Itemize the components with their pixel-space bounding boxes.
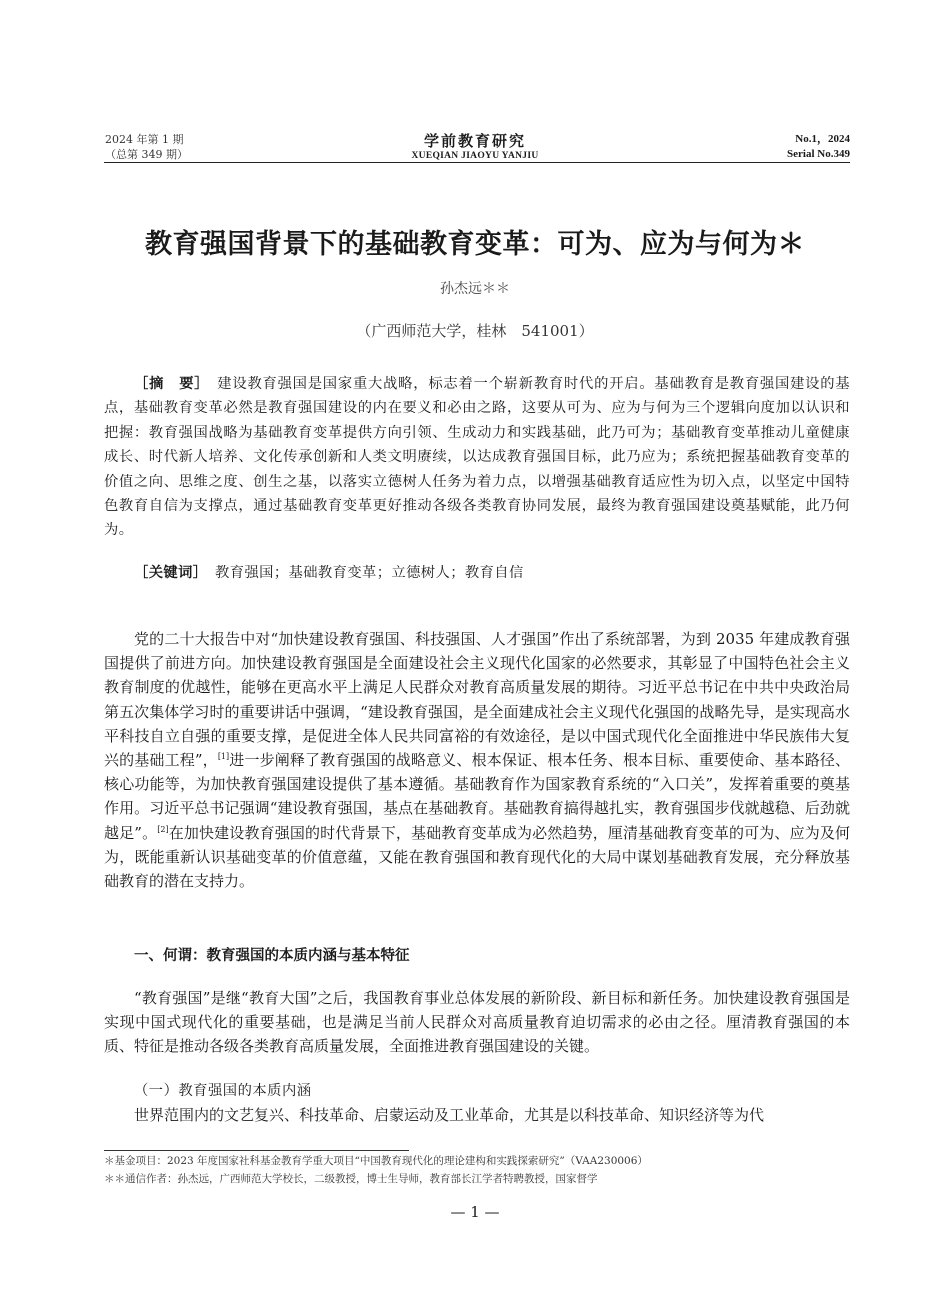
keywords-text: 教育强国；基础教育变革；立德树人；教育自信 <box>215 565 524 581</box>
abstract-label: ［摘 要］ <box>134 376 203 392</box>
section-paragraph: “教育强国”是继“教育大国”之后，我国教育事业总体发展的新阶段、新目标和新任务。加快建设教育强国是实现中国式现代化的重要基础，也是满足当前人民群众对高质量教育迫切需求的必由之径。厘清教育强国的本质、特征是推动各级各类教育高质量发展，全面推进教育强国建设的关键。 <box>104 989 850 1056</box>
article-author: 孙杰远＊＊ <box>440 281 510 297</box>
keywords <box>134 562 524 582</box>
subsection-heading: （一）教育强国的本质内涵 <box>134 1083 312 1099</box>
footnote-funding: ＊基金项目：2023 年度国家社科基金教育学重大项目“中国教育现代化的理论建构和实践探索研究”（VAA230006） <box>104 1155 648 1167</box>
abstract-text: 建设教育强国是国家重大战略，标志着一个崭新教育时代的开启。基础教育是教育强国建设的基点，基础教育变革必然是教育强国建设的内在要义和必由之路，这要从可为、应为与何为三个逻辑向度加以认识和把握：教育强国战略为基础教育变革提供方向引领、生成动力和实践基础，此乃可为；基础教育变革推动儿童健康成长、时代新人培养、文化传承创新和人类文明赓续，以达成教育强国目标，此乃应为；系统把握基础教育变革的价值之向、思维之度、创生之基，以落实立德树人任务为着力点，以增强基础教育适应性为切入点，以坚定中国特色教育自信为支撑点，通过基础教育变革更好推动各级各类教育协同发展，最终为教育强国建设奠基赋能，此乃何为。 <box>104 376 850 539</box>
number-line: No.1，2024 <box>795 133 850 145</box>
author-affiliation: （广西师范大学，桂林 541001） <box>356 322 594 340</box>
intro-text-1: 党的二十大报告中对“加快建设教育强国、科技强国、人才强国”作出了系统部署，为到 2035 年建成教育强国提供了前进方向。加快建设教育强国是全面建设社会主义现代化国家的必然要求，其彰显了中国特色社会主义教育制度的优越性，能够在更高水平上满足人民群众对教育高质量发展的期待。习近平总书记在中共中央政治局第五次集体学习时的重要讲话中强调，“建设教育强国，是全面建成社会主义现代化强国的战略先导，是实现高水平科技自立自强的重要支撑，是促进全体人民共同富裕的有效途径，是以中国式现代化全面推进中华民族伟大复兴的基础工程”， <box>104 630 850 770</box>
journal-name-cn: 学前教育研究 <box>423 132 526 150</box>
footnote-author: ＊＊通信作者：孙杰远，广西师范大学校长，二级教授，博士生导师，教育部长江学者特聘教授，国家督学 <box>104 1173 598 1185</box>
total-issue-line: （总第 349 期） <box>105 148 188 161</box>
issue-line: 2024 年第 1 期 <box>105 133 184 146</box>
section-heading: 一、何谓：教育强国的本质内涵与基本特征 <box>134 948 410 964</box>
serial-info <box>787 132 850 162</box>
page-number: — 1 — <box>450 1203 500 1221</box>
abstract <box>104 372 850 543</box>
intro-text-2: 进一步阐释了教育强国的战略意义、根本保证、根本任务、根本目标、重要使命、基本路径、核心功能等，为加快教育强国建设提供了基本遵循。基础教育作为国家教育系统的“入口关”，发挥着重要的奠基作用。习近平总书记强调“建设教育强国，基点在基础教育。基础教育搞得越扎实，教育强国步伐就越稳、后劲就越足”。 <box>104 751 850 842</box>
keywords-label: ［关键词］ <box>134 565 201 581</box>
header-divider <box>104 162 850 163</box>
article-title: 教育强国背景下的基础教育变革：可为、应为与何为＊ <box>145 229 805 260</box>
intro-paragraph <box>104 627 850 893</box>
footnote-divider <box>104 1150 409 1151</box>
intro-text-3: 在加快建设教育强国的时代背景下，基础教育变革成为必然趋势，厘清基础教育变革的可为、应为及何为，既能重新认识基础变革的价值意蕴，又能在教育强国和教育现代化的大局中谋划基础教育发展，充分释放基础教育的潜在支持力。 <box>104 823 850 891</box>
journal-name-pinyin: XUEQIAN JIAOYU YANJIU <box>411 151 539 161</box>
reference-1[interactable]: [1] <box>217 752 230 762</box>
reference-2[interactable]: [2] <box>157 824 169 834</box>
subsection-paragraph: 世界范围内的文艺复兴、科技革命、启蒙运动及工业革命，尤其是以科技革命、知识经济等为代 <box>134 1106 765 1124</box>
serial-line: Serial No.349 <box>787 148 850 160</box>
